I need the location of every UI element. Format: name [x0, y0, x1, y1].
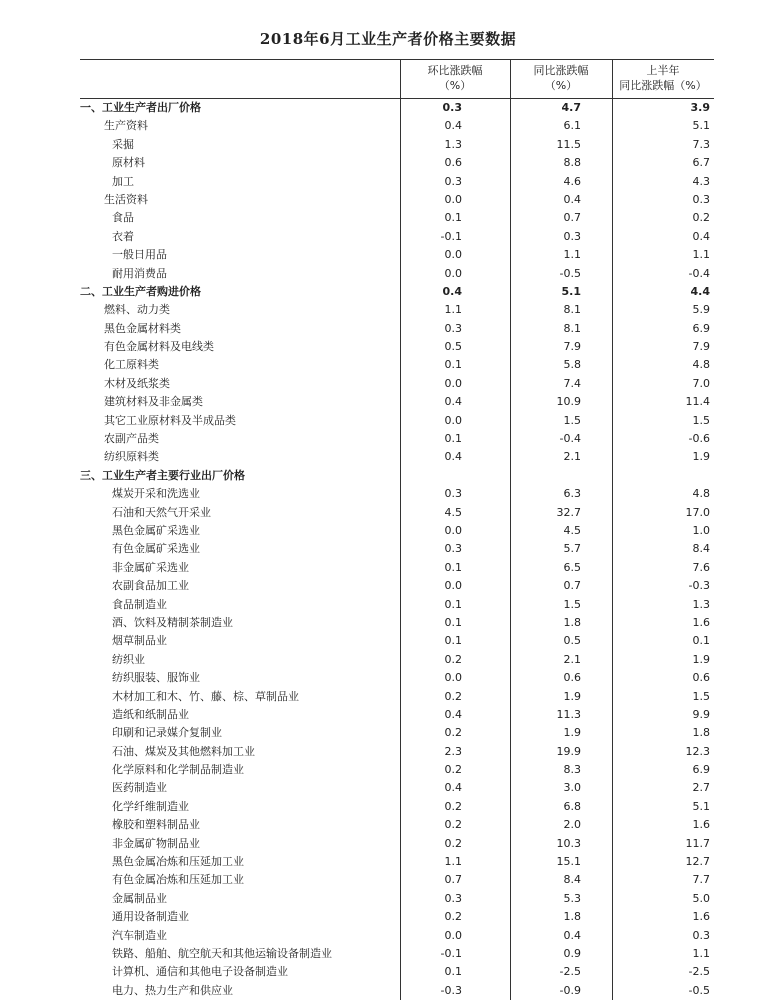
row-label: 纺织原料类: [104, 450, 159, 464]
row-label: 纺织业: [112, 652, 145, 666]
mom-value: 0.0: [444, 413, 462, 427]
mom-value: 2.3: [444, 744, 462, 758]
h1-yoy-value: 0.3: [692, 192, 710, 206]
table-row: [80, 246, 714, 264]
yoy-value: 8.1: [563, 321, 581, 335]
mom-value: 0.1: [444, 211, 462, 225]
row-label: 黑色金属矿采选业: [112, 523, 200, 537]
mom-value: 0.1: [444, 634, 462, 648]
h1-yoy-value: 1.6: [692, 910, 710, 924]
table-header: [80, 59, 714, 99]
yoy-value: 4.5: [563, 523, 581, 537]
row-label: 加工: [112, 174, 134, 188]
h1-yoy-value: 6.9: [692, 321, 710, 335]
mom-value: 0.2: [444, 652, 462, 666]
section-row: [80, 467, 714, 485]
mom-value: 0.2: [444, 689, 462, 703]
table-row: [80, 448, 714, 466]
row-label: 金属制品业: [112, 891, 167, 905]
yoy-value: 0.4: [563, 928, 581, 942]
row-label: 黑色金属材料类: [104, 321, 181, 335]
mom-value: 0.2: [444, 799, 462, 813]
row-label: 生产资料: [104, 119, 148, 133]
h1-yoy-value: 4.3: [692, 174, 710, 188]
table-row: [80, 871, 714, 889]
table-row: [80, 688, 714, 706]
yoy-value: 6.3: [563, 487, 581, 501]
table-row: [80, 430, 714, 448]
h1-yoy-value: 9.9: [692, 707, 710, 721]
h1-yoy-value: 5.9: [692, 303, 710, 317]
yoy-value: 10.9: [556, 395, 581, 409]
h1-yoy-value: 3.9: [690, 101, 710, 114]
yoy-value: -0.4: [559, 432, 581, 446]
table-row: [80, 173, 714, 191]
row-label: 食品: [112, 211, 134, 225]
h1-yoy-value: 4.8: [692, 358, 710, 372]
h1-yoy-value: 11.7: [685, 836, 710, 850]
row-label: 橡胶和塑料制品业: [112, 818, 200, 832]
table-row: [80, 485, 714, 503]
h1-yoy-value: 0.2: [692, 211, 710, 225]
row-label: 建筑材料及非金属类: [104, 395, 203, 409]
h1-yoy-value: 1.9: [692, 450, 710, 464]
table-row: [80, 853, 714, 871]
h1-yoy-value: -0.4: [688, 266, 710, 280]
yoy-value: 6.1: [563, 119, 581, 133]
yoy-value: 7.4: [563, 376, 581, 390]
mom-value: 0.0: [444, 248, 462, 262]
table-row: [80, 504, 714, 522]
row-label: 非金属矿采选业: [112, 560, 189, 574]
table-row: [80, 393, 714, 411]
mom-value: 0.1: [444, 615, 462, 629]
yoy-value: 0.3: [563, 229, 581, 243]
row-label: 烟草制品业: [112, 634, 167, 648]
row-label: 纺织服装、服饰业: [112, 671, 200, 685]
table-row: [80, 835, 714, 853]
h1-yoy-value: 0.1: [692, 634, 710, 648]
mom-value: 0.3: [444, 321, 462, 335]
mom-value: 0.3: [444, 891, 462, 905]
table-row: [80, 540, 714, 558]
mom-value: 0.2: [444, 910, 462, 924]
mom-value: 0.3: [444, 174, 462, 188]
yoy-value: 15.1: [556, 855, 581, 869]
yoy-value: 0.5: [563, 634, 581, 648]
h1-yoy-value: 7.6: [692, 560, 710, 574]
h1-yoy-value: 1.6: [692, 818, 710, 832]
mom-value: 0.0: [444, 579, 462, 593]
h1-yoy-value: 1.3: [692, 597, 710, 611]
mom-value: 0.4: [442, 284, 462, 298]
mom-value: 0.1: [444, 965, 462, 979]
h1-yoy-value: 0.4: [692, 229, 710, 243]
row-label: 衣着: [112, 229, 134, 243]
table-row: [80, 191, 714, 209]
h1-yoy-value: -0.6: [688, 432, 710, 446]
yoy-value: 5.8: [563, 358, 581, 372]
header-yoy: [510, 63, 612, 93]
table-row: [80, 816, 714, 834]
table-row: [80, 117, 714, 135]
table-row: [80, 136, 714, 154]
row-label: 有色金属矿采选业: [112, 542, 200, 556]
mom-value: 0.7: [444, 873, 462, 887]
yoy-value: 0.6: [563, 671, 581, 685]
h1-yoy-value: -2.5: [688, 965, 710, 979]
row-label: 木材及纸浆类: [104, 376, 170, 390]
yoy-value: 8.1: [563, 303, 581, 317]
table-row: [80, 761, 714, 779]
mom-value: -0.1: [440, 946, 462, 960]
table-row: [80, 209, 714, 227]
yoy-value: 5.7: [563, 542, 581, 556]
row-label: 有色金属材料及电线类: [104, 340, 214, 354]
row-label: 农副食品加工业: [112, 579, 189, 593]
yoy-value: 1.8: [563, 910, 581, 924]
mom-value: 1.1: [444, 855, 462, 869]
table-row: [80, 559, 714, 577]
page-title: 2018年6月工业生产者价格主要数据: [259, 30, 517, 48]
table-row: [80, 724, 714, 742]
h1-yoy-value: 1.1: [692, 248, 710, 262]
yoy-value: 0.9: [563, 946, 581, 960]
table-row: [80, 154, 714, 172]
h1-yoy-value: 2.7: [692, 781, 710, 795]
yoy-value: 5.1: [561, 284, 581, 298]
mom-value: 0.6: [444, 156, 462, 170]
header-h1-yoy: [612, 63, 714, 93]
yoy-value: 5.3: [563, 891, 581, 905]
h1-yoy-value: 6.9: [692, 763, 710, 777]
header-yoy-line2: （%）: [544, 79, 578, 92]
h1-yoy-value: 1.9: [692, 652, 710, 666]
row-label: 计算机、通信和其他电子设备制造业: [112, 965, 288, 979]
mom-value: 0.0: [444, 523, 462, 537]
yoy-value: 3.0: [563, 781, 581, 795]
yoy-value: 1.9: [563, 726, 581, 740]
yoy-value: 8.8: [563, 156, 581, 170]
mom-value: 0.3: [442, 101, 462, 114]
row-label: 石油和天然气开采业: [112, 505, 211, 519]
table-row: [80, 375, 714, 393]
section-row: [80, 99, 714, 117]
table-row: [80, 596, 714, 614]
mom-value: 0.1: [444, 432, 462, 446]
h1-yoy-value: 4.8: [692, 487, 710, 501]
yoy-value: -0.9: [559, 983, 581, 997]
mom-value: 0.0: [444, 266, 462, 280]
row-label: 有色金属冶炼和压延加工业: [112, 873, 244, 887]
h1-yoy-value: 1.8: [692, 726, 710, 740]
row-label: 电力、热力生产和供应业: [112, 983, 233, 997]
mom-value: 1.3: [444, 137, 462, 151]
h1-yoy-value: 1.1: [692, 946, 710, 960]
mom-value: 0.4: [444, 450, 462, 464]
table-row: [80, 338, 714, 356]
row-label: 煤炭开采和洗选业: [112, 487, 200, 501]
row-label: 采掘: [112, 137, 134, 151]
header-h1-line1: 上半年: [646, 64, 680, 77]
yoy-value: 4.7: [561, 101, 581, 114]
table-row: [80, 228, 714, 246]
row-label: 其它工业原材料及半成品类: [104, 413, 236, 427]
yoy-value: 1.9: [563, 689, 581, 703]
yoy-value: 7.9: [563, 340, 581, 354]
mom-value: -0.3: [440, 983, 462, 997]
h1-yoy-value: 12.7: [685, 855, 710, 869]
yoy-value: 8.4: [563, 873, 581, 887]
table-row: [80, 522, 714, 540]
table-row: [80, 412, 714, 430]
mom-value: 0.4: [444, 781, 462, 795]
yoy-value: 11.5: [556, 137, 581, 151]
h1-yoy-value: 1.0: [692, 523, 710, 537]
mom-value: 0.2: [444, 836, 462, 850]
header-mom-line2: （%）: [438, 79, 472, 92]
yoy-value: 6.8: [563, 799, 581, 813]
h1-yoy-value: 12.3: [685, 744, 710, 758]
yoy-value: 1.8: [563, 615, 581, 629]
table-row: [80, 982, 714, 1000]
table-row: [80, 669, 714, 687]
row-label: 汽车制造业: [112, 928, 167, 942]
table-row: [80, 651, 714, 669]
header-mom-line1: 环比涨跌幅: [427, 64, 483, 77]
yoy-value: 19.9: [556, 744, 581, 758]
h1-yoy-value: 7.9: [692, 340, 710, 354]
yoy-value: 0.4: [563, 192, 581, 206]
yoy-value: 0.7: [563, 579, 581, 593]
row-label: 化学纤维制造业: [112, 799, 189, 813]
yoy-value: -2.5: [559, 965, 581, 979]
mom-value: 0.2: [444, 726, 462, 740]
mom-value: 0.3: [444, 542, 462, 556]
table-body: [80, 99, 714, 1000]
yoy-value: 4.6: [563, 174, 581, 188]
row-label: 生活资料: [104, 192, 148, 206]
header-mom: [400, 63, 510, 93]
yoy-value: -0.5: [559, 266, 581, 280]
table-row: [80, 890, 714, 908]
mom-value: 0.3: [444, 487, 462, 501]
row-label: 铁路、船舶、航空航天和其他运输设备制造业: [112, 946, 332, 960]
h1-yoy-value: 0.6: [692, 671, 710, 685]
table-row: [80, 265, 714, 283]
row-label: 化工原料类: [104, 358, 159, 372]
yoy-value: 1.1: [563, 248, 581, 262]
h1-yoy-value: 7.0: [692, 376, 710, 390]
row-label: 化学原料和化学制品制造业: [112, 763, 244, 777]
mom-value: 0.1: [444, 597, 462, 611]
row-label: 原材料: [112, 156, 145, 170]
h1-yoy-value: 4.4: [690, 284, 710, 298]
mom-value: 0.4: [444, 395, 462, 409]
mom-value: 1.1: [444, 303, 462, 317]
table-row: [80, 632, 714, 650]
h1-yoy-value: 8.4: [692, 542, 710, 556]
row-label: 耐用消费品: [112, 266, 167, 280]
row-label: 燃料、动力类: [104, 303, 170, 317]
row-label: 造纸和纸制品业: [112, 707, 189, 721]
h1-yoy-value: 11.4: [685, 395, 710, 409]
h1-yoy-value: 0.3: [692, 928, 710, 942]
h1-yoy-value: 17.0: [685, 505, 710, 519]
yoy-value: 2.1: [563, 652, 581, 666]
row-label: 木材加工和木、竹、藤、棕、草制品业: [112, 689, 299, 703]
mom-value: 0.0: [444, 192, 462, 206]
table-row: [80, 779, 714, 797]
row-label: 一、工业生产者出厂价格: [80, 101, 201, 114]
row-label: 农副产品类: [104, 432, 159, 446]
table-row: [80, 743, 714, 761]
yoy-value: 32.7: [556, 505, 581, 519]
row-label: 二、工业生产者购进价格: [80, 284, 201, 298]
row-label: 酒、饮料及精制茶制造业: [112, 615, 233, 629]
mom-value: 0.0: [444, 671, 462, 685]
h1-yoy-value: -0.5: [688, 983, 710, 997]
h1-yoy-value: 6.7: [692, 156, 710, 170]
section-row: [80, 283, 714, 301]
mom-value: 0.0: [444, 928, 462, 942]
mom-value: 0.5: [444, 340, 462, 354]
yoy-value: 2.0: [563, 818, 581, 832]
table-row: [80, 963, 714, 981]
h1-yoy-value: 7.3: [692, 137, 710, 151]
table-row: [80, 798, 714, 816]
table-row: [80, 320, 714, 338]
h1-yoy-value: 5.1: [692, 799, 710, 813]
yoy-value: 8.3: [563, 763, 581, 777]
row-label: 三、工业生产者主要行业出厂价格: [80, 468, 245, 482]
mom-value: 4.5: [444, 505, 462, 519]
h1-yoy-value: 7.7: [692, 873, 710, 887]
yoy-value: 10.3: [556, 836, 581, 850]
yoy-value: 1.5: [563, 597, 581, 611]
row-label: 食品制造业: [112, 597, 167, 611]
header-yoy-line1: 同比涨跌幅: [533, 64, 589, 77]
h1-yoy-value: 1.6: [692, 615, 710, 629]
row-label: 印刷和记录媒介复制业: [112, 726, 222, 740]
row-label: 医药制造业: [112, 781, 167, 795]
yoy-value: 0.7: [563, 211, 581, 225]
header-h1-line2: 同比涨跌幅（%）: [619, 79, 707, 92]
mom-value: 0.2: [444, 763, 462, 777]
table-row: [80, 927, 714, 945]
row-label: 石油、煤炭及其他燃料加工业: [112, 744, 255, 758]
yoy-value: 1.5: [563, 413, 581, 427]
table-row: [80, 614, 714, 632]
mom-value: 0.0: [444, 376, 462, 390]
h1-yoy-value: -0.3: [688, 579, 710, 593]
h1-yoy-value: 5.0: [692, 891, 710, 905]
table-row: [80, 945, 714, 963]
yoy-value: 2.1: [563, 450, 581, 464]
table-row: [80, 356, 714, 374]
mom-value: 0.1: [444, 560, 462, 574]
price-data-table: [80, 59, 714, 1000]
row-label: 通用设备制造业: [112, 910, 189, 924]
table-row: [80, 908, 714, 926]
table-row: [80, 706, 714, 724]
h1-yoy-value: 1.5: [692, 413, 710, 427]
row-label: 黑色金属冶炼和压延加工业: [112, 855, 244, 869]
table-row: [80, 577, 714, 595]
mom-value: 0.4: [444, 119, 462, 133]
mom-value: 0.4: [444, 707, 462, 721]
yoy-value: 6.5: [563, 560, 581, 574]
mom-value: 0.2: [444, 818, 462, 832]
mom-value: -0.1: [440, 229, 462, 243]
h1-yoy-value: 5.1: [692, 119, 710, 133]
row-label: 非金属矿物制品业: [112, 836, 200, 850]
yoy-value: 11.3: [556, 707, 581, 721]
table-row: [80, 301, 714, 319]
h1-yoy-value: 1.5: [692, 689, 710, 703]
row-label: 一般日用品: [112, 248, 167, 262]
mom-value: 0.1: [444, 358, 462, 372]
